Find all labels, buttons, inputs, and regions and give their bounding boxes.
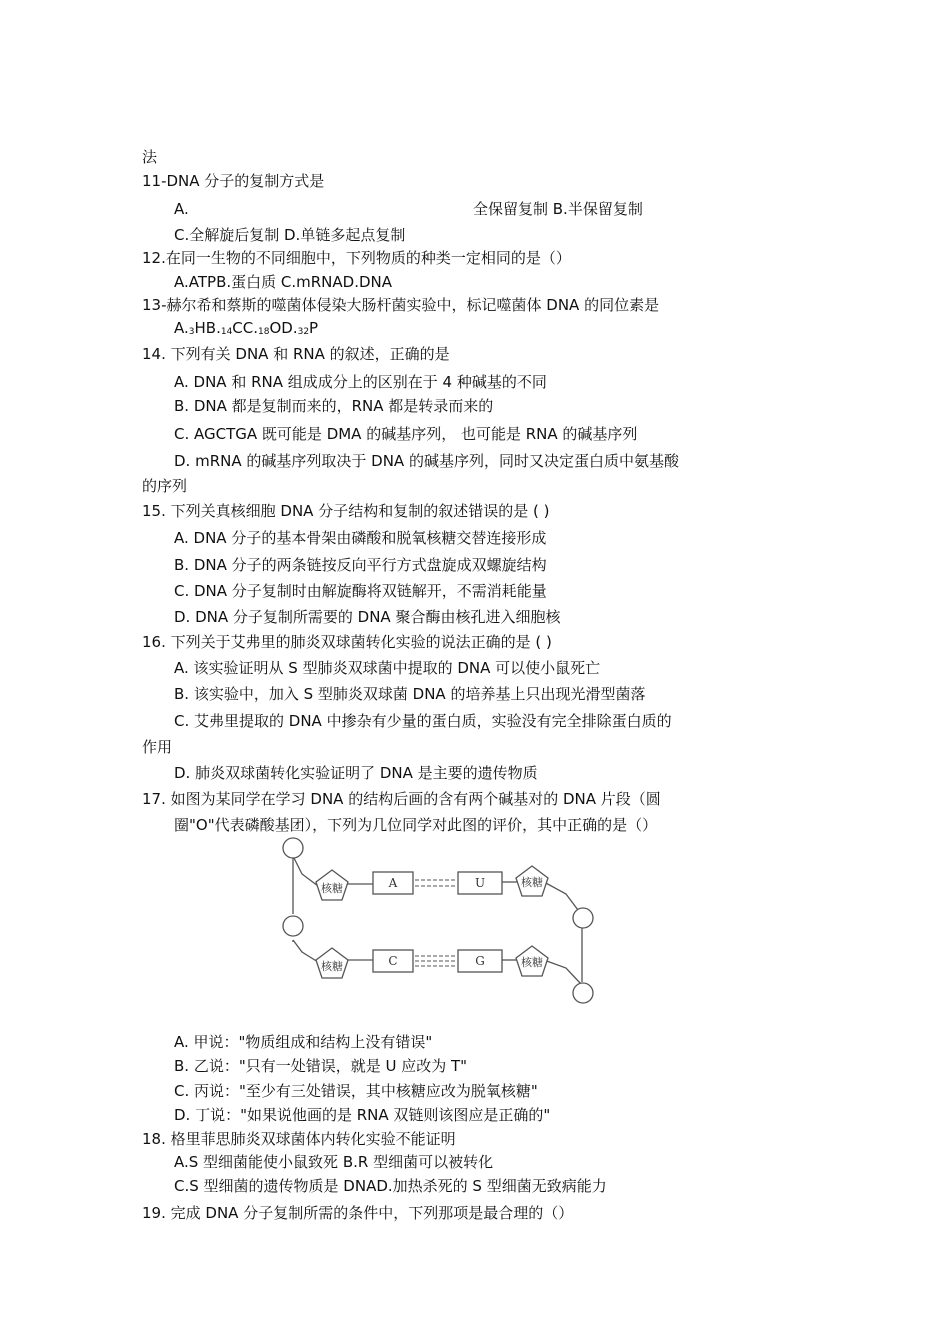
phosphate-circle: [283, 916, 303, 936]
base-label-c: C: [388, 954, 398, 968]
options-line: C.S 型细菌的遗传物质是 DNAD.加热杀死的 S 型细菌无致病能力: [174, 1177, 607, 1195]
base-label-a: A: [388, 876, 398, 890]
text-line: 法: [142, 148, 158, 166]
option-b: B. DNA 都是复制而来的，RNA 都是转录而来的: [174, 397, 494, 415]
question-16: 16. 下列关于艾弗里的肺炎双球菌转化实验的说法正确的是 ( ): [142, 633, 552, 651]
base-label-u: U: [474, 876, 486, 890]
option-b: B. DNA 分子的两条链按反向平行方式盘旋成双螺旋结构: [174, 556, 547, 574]
question-14: 14. 下列有关 DNA 和 RNA 的叙述，正确的是: [142, 345, 450, 363]
option-b: B. 乙说："只有一处错误，就是 U 应改为 T": [174, 1057, 468, 1075]
options-line: A.3HB.14CC.18OD.32P: [174, 319, 319, 337]
option-d: D. DNA 分子复制所需要的 DNA 聚合酶由核孔进入细胞核: [174, 608, 561, 626]
question-17-cont: 圈"O"代表磷酸基团），下列为几位同学对此图的评价，其中正确的是（）: [174, 816, 658, 834]
sugar-label: 核糖: [521, 956, 543, 969]
hydrogen-bonds: [415, 880, 456, 966]
option-d: D. 肺炎双球菌转化实验证明了 DNA 是主要的遗传物质: [174, 764, 538, 782]
option-c-cont: 作用: [142, 738, 173, 756]
options-line: C.全解旋后复制 D.单链多起点复制: [174, 226, 406, 244]
option-d-cont: 的序列: [142, 477, 188, 495]
option-a: A. 甲说："物质组成和结构上没有错误": [174, 1033, 433, 1051]
question-11: 11-DNA 分子的复制方式是: [142, 172, 325, 190]
option-c: C. AGCTGA 既可能是 DMA 的碱基序列， 也可能是 RNA 的碱基序列: [174, 425, 638, 443]
sugar-label: 核糖: [521, 876, 543, 889]
base-label-g: G: [475, 954, 485, 968]
question-15: 15. 下列关真核细胞 DNA 分子结构和复制的叙述错误的是 ( ): [142, 502, 550, 520]
question-19: 19. 完成 DNA 分子复制所需的条件中，下列那项是最合理的（）: [142, 1204, 574, 1222]
option-label: A.: [174, 200, 189, 218]
phosphate-circle: [573, 908, 593, 928]
option-a: A. DNA 和 RNA 组成成分上的区别在于 4 种碱基的不同: [174, 373, 547, 391]
question-12: 12.在同一生物的不同细胞中，下列物质的种类一定相同的是（）: [142, 249, 571, 267]
phosphate-circle: [283, 838, 303, 858]
option-a: A. 该实验证明从 S 型肺炎双球菌中提取的 DNA 可以使小鼠死亡: [174, 659, 601, 677]
question-18: 18. 格里菲思肺炎双球菌体内转化实验不能证明: [142, 1130, 456, 1148]
options-line: A.ATPB.蛋白质 C.mRNAD.DNA: [174, 273, 393, 291]
options-line: 全保留复制 B.半保留复制: [473, 200, 643, 218]
option-d: D. mRNA 的碱基序列取决于 DNA 的碱基序列，同时又决定蛋白质中氨基酸: [174, 452, 679, 470]
dna-fragment-diagram: [278, 836, 602, 1008]
option-c: C. 丙说："至少有三处错误，其中核糖应改为脱氧核糖": [174, 1082, 538, 1100]
option-b: B. 该实验中，加入 S 型肺炎双球菌 DNA 的培养基上只出现光滑型菌落: [174, 685, 646, 703]
option-d: D. 丁说："如果说他画的是 RNA 双链则该图应是正确的": [174, 1106, 551, 1124]
sugar-label: 核糖: [321, 882, 343, 895]
sugar-label: 核糖: [321, 960, 343, 973]
option-a: A. DNA 分子的基本骨架由磷酸和脱氧核糖交替连接形成: [174, 529, 547, 547]
options-line: A.S 型细菌能使小鼠致死 B.R 型细菌可以被转化: [174, 1153, 494, 1171]
option-c: C. 艾弗里提取的 DNA 中掺杂有少量的蛋白质，实验没有完全排除蛋白质的: [174, 712, 672, 730]
option-c: C. DNA 分子复制时由解旋酶将双链解开，不需消耗能量: [174, 582, 547, 600]
question-17: 17. 如图为某同学在学习 DNA 的结构后画的含有两个碱基对的 DNA 片段（圆: [142, 790, 661, 808]
phosphate-circle: [573, 983, 593, 1003]
question-13: 13-赫尔希和蔡斯的噬菌体侵染大肠杆菌实验中，标记噬菌体 DNA 的同位素是: [142, 296, 660, 314]
